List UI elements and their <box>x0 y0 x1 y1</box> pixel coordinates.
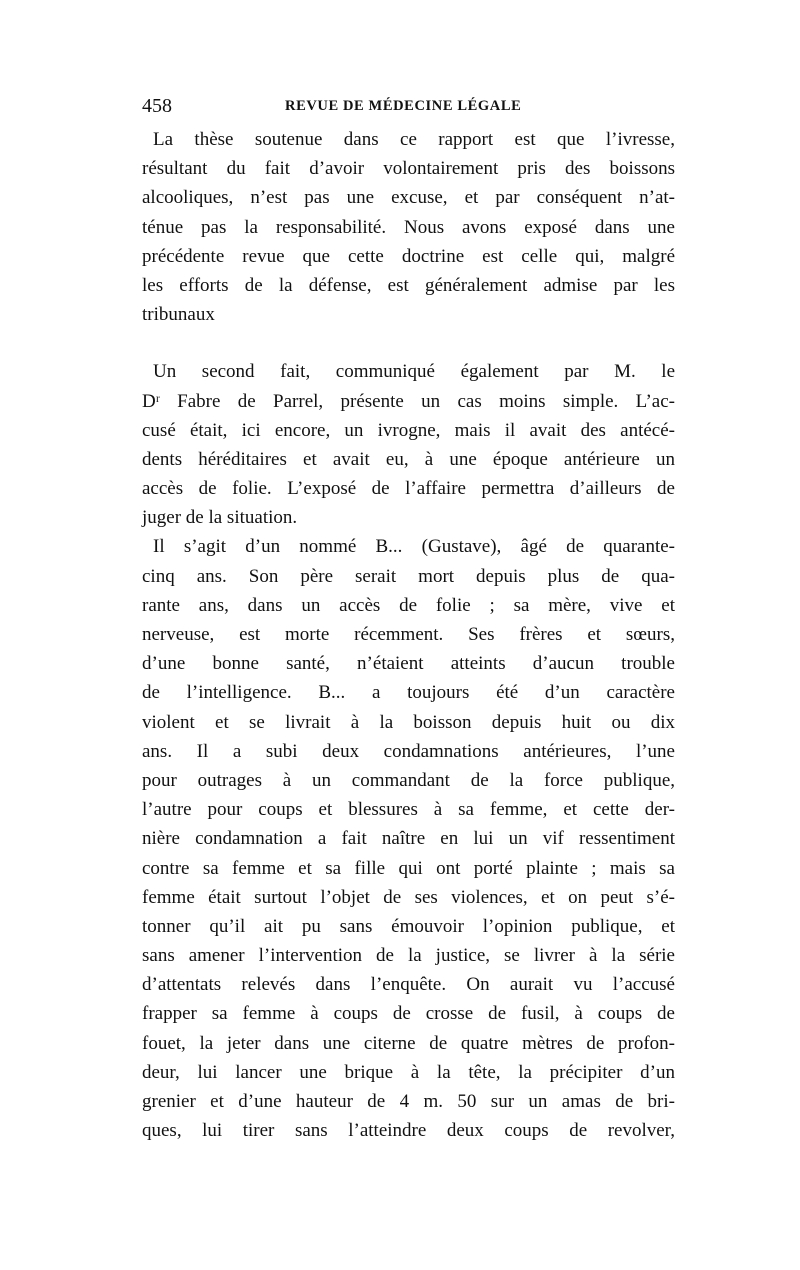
text-line: cinq ans. Son père serait mort depuis plus de qua- <box>142 565 675 587</box>
text-line: Dʳ Fabre de Parrel, présente un cas moins simple. L’ac- <box>142 390 675 412</box>
text-line: accès de folie. L’exposé de l’affaire permettra d’ailleurs de <box>142 478 675 500</box>
text-line: grenier et d’une hauteur de 4 m. 50 sur un amas de bri- <box>142 1091 675 1112</box>
text-line: précédente revue que cette doctrine est celle qui, malgré <box>142 245 675 267</box>
page-number: 458 <box>142 95 172 117</box>
text-line: alcooliques, n’est pas une excuse, et par conséquent n’at- <box>142 187 675 209</box>
paragraph-2 <box>142 357 675 532</box>
text-line: nerveuse, est morte récemment. Ses frères et sœurs, <box>142 624 675 645</box>
text-line: ans. Il a subi deux condamnations antérieures, l’une <box>142 740 675 762</box>
text-line: Un second fait, communiqué également par M. le <box>153 361 675 383</box>
text-line: tonner qu’il ait pu sans émouvoir l’opinion publique, et <box>142 915 675 937</box>
text-line: sans amener l’intervention de la justice, se livrer à la série <box>142 945 675 967</box>
text-line: cusé était, ici encore, un ivrogne, mais il avait des antécé- <box>142 419 675 441</box>
text-line: deur, lui lancer une brique à la tête, la précipiter d’un <box>142 1061 675 1083</box>
text-line: Il s’agit d’un nommé B... (Gustave), âgé de quarante- <box>153 536 675 558</box>
text-line: ténue pas la responsabilité. Nous avons exposé dans une <box>142 216 675 238</box>
text-line: violent et se livrait à la boisson depuis huit ou dix <box>142 711 675 733</box>
text-line: de l’intelligence. B... a toujours été d’un caractère <box>142 682 675 704</box>
paragraph-3 <box>142 532 675 1145</box>
text-line: tribunaux <box>142 304 215 326</box>
text-line: résultant du fait d’avoir volontairement pris des boissons <box>142 158 675 180</box>
text-line: les efforts de la défense, est généralement admise par les <box>142 274 675 296</box>
text-line: dents héréditaires et avait eu, à une époque antérieure un <box>142 448 675 470</box>
paragraph-1 <box>142 125 675 329</box>
text-line: frapper sa femme à coups de crosse de fusil, à coups de <box>142 1003 675 1025</box>
body-text <box>142 125 675 1145</box>
text-line: rante ans, dans un accès de folie ; sa mère, vive et <box>142 594 675 616</box>
text-line: ques, lui tirer sans l’atteindre deux coups de revolver, <box>142 1120 675 1142</box>
text-line: La thèse soutenue dans ce rapport est que l’ivresse, <box>153 129 675 150</box>
running-head <box>142 92 662 120</box>
text-line: pour outrages à un commandant de la force publique, <box>142 769 675 791</box>
text-line: juger de la situation. <box>142 507 298 529</box>
journal-title: REVUE DE MÉDECINE LÉGALE <box>285 98 522 114</box>
text-line: d’une bonne santé, n’étaient atteints d’aucun trouble <box>142 653 675 675</box>
text-line: fouet, la jeter dans une citerne de quatre mètres de profon- <box>142 1032 675 1054</box>
text-line: l’autre pour coups et blessures à sa femme, et cette der- <box>142 799 675 821</box>
text-line: nière condamnation a fait naître en lui un vif ressentiment <box>142 828 675 850</box>
paragraph-gap <box>142 329 675 357</box>
text-line: femme était surtout l’objet de ses violences, et on peut s’é- <box>142 886 675 908</box>
text-line: contre sa femme et sa fille qui ont porté plainte ; mais sa <box>142 857 675 879</box>
text-line: d’attentats relevés dans l’enquête. On aurait vu l’accusé <box>142 974 675 996</box>
